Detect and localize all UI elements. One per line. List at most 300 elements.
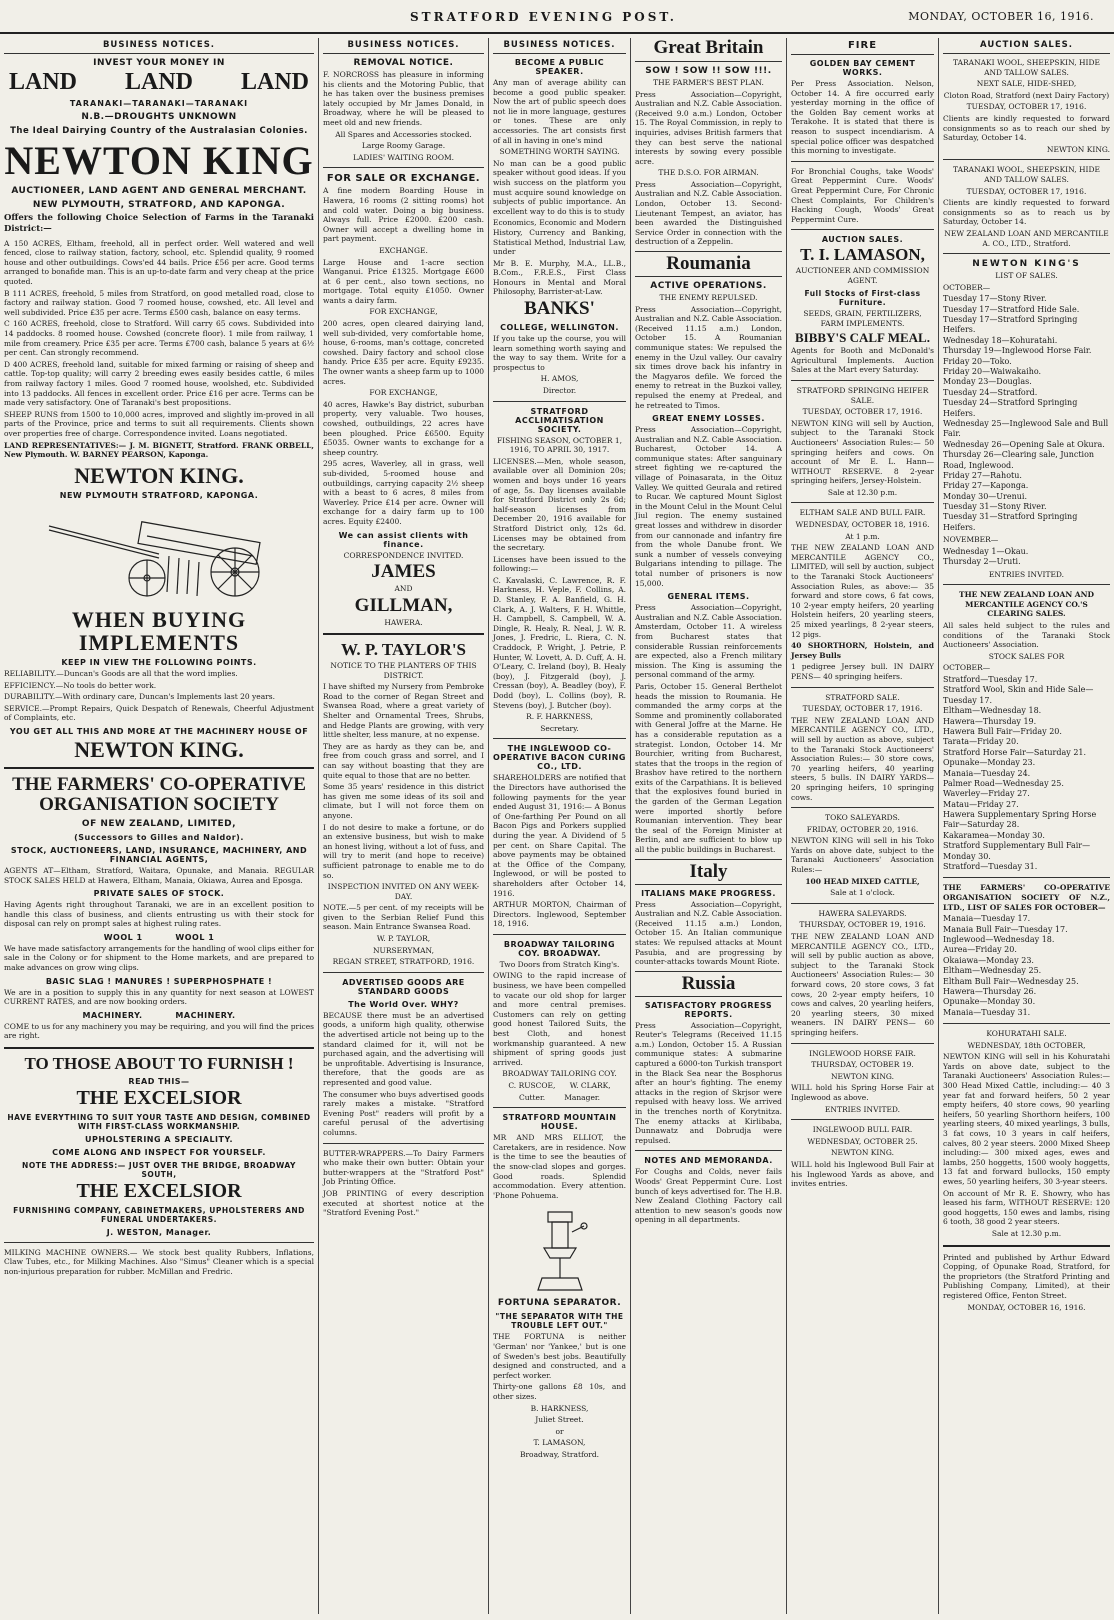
newton-king-name: NEWTON KING. (830, 1071, 895, 1081)
tailoring-name: BROADWAY TAILORING COY. (502, 1069, 617, 1079)
private-sales-text: Having Agents right throughout Taranaki, we are in an excellent position to handle this class of business, and clients entrusting us with their stock for disposal can rely on prompt sales at highest ruling rates. (4, 900, 314, 929)
golden-bay-text: Per Press Association. Nelson, October 14. A fire occurred early yesterday morning in the office of the Golden Bay cement works at Terakohe. It is stated that there is reason to suspect incendiarism. A special police officer was despatched this morning to investigate. (791, 79, 934, 156)
sheep-runs: SHEEP RUNS from 1500 to 10,000 acres, improved and slightly im-proved in all parts of the Province, price and terms to suit all requirements. Clients shown over properties free of charge. Correspondence invited. Loans negotiated. (4, 409, 314, 438)
juliet-street: Juliet Street. (535, 1415, 584, 1425)
divider (791, 807, 934, 808)
auction-sales-head: AUCTION SALES. (943, 38, 1110, 54)
separator-slogan: "THE SEPARATOR WITH THE TROUBLE LEFT OUT." (495, 1312, 624, 1331)
sale-list-item: Friday 20—Waiwakaiho. (943, 367, 1042, 377)
mountain-house-head: STRATFORD MOUNTAIN HOUSE. (502, 1113, 617, 1132)
sale-list-item: Friday 27—Rahotu. (943, 470, 1022, 480)
sale-date: THURSDAY, OCTOBER 19. (811, 1060, 914, 1070)
offers-line: Offers the following Choice Selection of Farms in the Taranaki District:— (4, 213, 314, 235)
wool-sales-head: TARANAKI WOOL, SHEEPSKIN, HIDE AND TALLOW SALES. (953, 165, 1100, 184)
you-get-line: YOU GET ALL THIS AND MORE AT THE MACHINERY HOUSE OF (9, 726, 309, 736)
next-sale: NEXT SALE, HIDE-SHED, (976, 79, 1077, 89)
nzl-sale-text: THE NEW ZEALAND LOAN AND MERCANTILE AGENCY CO., LTD., will sell by public auction as above, subject to the Taranaki Stock Auctioneers' Association Rules:— 30 forward cows, 20 store cows, 3 fat cows, 20 2-year empty heifers, 10 cows and calves, 20 yearling heifers, 20 yearling steers, 30 mixed weaners. IN DAIRY PENS— 60 springing heifers. (791, 932, 934, 1037)
sale-list-item: Stratford—Tuesday 31. (943, 862, 1038, 872)
inspection-line: INSPECTION INVITED ON ANY WEEK-DAY. (327, 882, 480, 901)
nk-list-head: NEWTON KING'S (972, 259, 1081, 270)
inglewood-horse-fair: INGLEWOOD HORSE FAIR. (809, 1048, 916, 1058)
manager-line: J. WESTON, Manager. (106, 1227, 212, 1237)
great-britain-head: Great Britain (635, 38, 782, 62)
divider (791, 1119, 934, 1120)
for-sale-text: A fine modern Boarding House in Hawera, 16 rooms (2 sitting rooms) hot and cold water. Doing a big business. Always full. Price £2000. £200 cash. Owner will accept a dwelling home in part payment. (323, 186, 484, 244)
sale-time: Sale at 12.30 p.m. (827, 487, 898, 497)
sale-list-item: Manaia—Tuesday 31. (943, 1007, 1031, 1017)
t-lamason: T. LAMASON, (533, 1438, 586, 1448)
bacon-text: SHAREHOLDERS are notified that the Directors have authorised the following payments for the year ended August 31, 1916:— A Bonus of One-farthing Per Pound on all Bacon Pigs and Porkers supplied during the year. A Dividend of 5 per cent. on Share Capital. The above payments may be obtained at the Office of the Company, Inglewood, or will be posted to shareholders after October 14, 1916. (493, 773, 626, 898)
nzl-sale-text: THE NEW ZEALAND LOAN AND MERCANTILE AGENCY CO., LIMITED, will sell by auction, subject to the Taranaki Stock Auctioneers' Association Rules, as above:— 35 forward and store cows, 6 fat cows, 10 2-year empty heifers, 20 yearling Holstein heifers, 20 yearling steers, 25 mixed yearlings, 8 2-year steers, 12 pigs. (791, 543, 934, 639)
kohuratahi-head: KOHURATAHI SALE. (986, 1029, 1067, 1039)
correspondence-line: CORRESPONDENCE INVITED. (343, 550, 464, 560)
murphy-line: Mr B. E. Murphy, M.A., LL.B., B.Com., F.R.E.S., First Class Honours in Mental and Moral Philosophy, Barrister-at-Law. (493, 258, 626, 297)
newton-king-heading-2: NEWTON KING. (74, 462, 244, 488)
wool-sales-head: TARANAKI WOOL, SHEEPSKIN, HIDE AND TALLOW SALES. (953, 58, 1100, 77)
worth-saying-head: SOMETHING WORTH SAYING. (499, 147, 620, 157)
divider (4, 767, 314, 769)
sale-list-item: Manaia—Tuesday 24. (943, 768, 1031, 778)
sale-list-item: Thursday 26—Clearing sale, Junction Road, Inglewood. (943, 450, 1095, 470)
job-printing: JOB PRINTING of every description executed at shortest notice at the "Stratford Evening Post." (323, 1188, 484, 1218)
clients-request: Clients are kindly requested to forward consignments so as to reach us by Saturday, October 14. (943, 198, 1110, 227)
clients-request: Clients are kindly requested to forward consignments so as to reach our shed by Saturday, October 14. (943, 113, 1110, 143)
sale-list-item: Inglewood—Wednesday 18. (943, 934, 1055, 944)
sale-list-item: Tuesday 24—Stratford Springing Heifers. (943, 398, 1078, 418)
showry-account: On account of Mr R. E. Showry, who has leased his farm, WITHOUT RESERVE: 120 good hoggetts, 150 ewes and lambs, rising 6 tooth, 38 good 2 year steers. (943, 1188, 1110, 1227)
general-items-head: GENERAL ITEMS. (667, 592, 750, 602)
land-representatives: LAND REPRESENTATIVES:— J. M. BIGNETT, Stratford. FRANK ORBELL, New Plymouth. W. BARNEY PEARSON, Kaponga. (4, 440, 314, 460)
sale-list-item: Aurea—Friday 20. (943, 945, 1017, 955)
stock-sales-for: STOCK SALES FOR (988, 651, 1065, 661)
satisfactory-progress: SATISFACTORY PROGRESS REPORTS. (644, 1000, 773, 1019)
divider (323, 167, 484, 168)
for-sale-text: 40 acres, Hawke's Bay district, suburban property, very valuable. Two houses, cowshed, outbuildings, 22 acres have been ploughed. Price £6500. Equity £5035. Owner wants to exchange for a sheep country. (323, 399, 484, 457)
acclimatisation-head: STRATFORD ACCLIMATISATION SOCIETY. (515, 406, 604, 434)
because-text: BECAUSE there must be an advertised goods, a uniform high quality, otherwise the advertised article not being up to the standard claimed for it, will not be purchased again, and the advertising will be unprofitable. Advertising is Insurance, therefore, that the goods are as represented and good value. (323, 1010, 484, 1087)
hawera-line: HAWERA. (384, 617, 423, 627)
and-word: AND (394, 584, 413, 594)
sale-date: WEDNESDAY, OCTOBER 25. (807, 1136, 918, 1146)
thirty-one-gallons: Thirty-one gallons £8 10s, and other sizes. (493, 1382, 626, 1401)
divider (323, 1143, 484, 1144)
column-4 (631, 38, 786, 1614)
divider (943, 584, 1110, 585)
column-6 (939, 38, 1114, 1614)
broadway-stratford: Broadway, Stratford. (519, 1449, 600, 1459)
masthead-date: MONDAY, OCTOBER 16, 1916. (908, 10, 1094, 23)
divider (791, 502, 934, 503)
imprint: Printed and published by Arthur Edward Copping, of Opunake Road, Stratford, for the proprietors (the Stratford Printing and Publishing Company, Limited), at their registered Office, Fenton Street. (943, 1252, 1110, 1300)
dso-head: THE D.S.O. FOR AIRMAN. (658, 168, 759, 178)
read-this: READ THIS— (128, 1076, 190, 1086)
removal-head: REMOVAL NOTICE. (353, 58, 454, 68)
sale-list-item: Matau—Friday 27. (943, 799, 1019, 809)
licenses-text: LICENSES.—Men, whole season, available over all Dominion 20s; women and boys under 16 years of age, 5s. Day licenses available for Stratford District only 2s 6d; half-season licenses from December 20, 1916 available for Stratford District only, 12s 6d. Licenses may be obtained from the secretary. (493, 456, 626, 553)
gb-text: Press Association—Copyright, Australian and N.Z. Cable Association. (Received 9.0 a.m.) London, October 15. The Royal Commission, in reply to inquiries, advises British farmers that they can best serve the national interests by sowing every possible acre. (635, 89, 782, 166)
sale-list-item: Hawera—Thursday 19. (943, 716, 1037, 726)
tailoring-text: OWING to the rapid increase of business, we have been compelled to vacate our old shop for larger and more central premises. Customers can rely on getting good honest Tailored Suits, the best Cloth, and honest workmanship guaranteed. A new shipment of spring goods just arrived. (493, 971, 626, 1067)
roumania-text: Press Association—Copyright, Australian and N.Z. Cable Association. (Received 11.15 a.m.) London, October 15. A Roumanian communique states: We repulsed the enemy in the Uzul valley. Our cavalry six times drove back his infantry in the Magyaros defile. We forced the enemy to retreat in the Buzkoi valley, repulsed the enemy at Predeal, and he retreated to Timos. (635, 304, 782, 410)
sale-list-item: Friday 27—Kaponga. (943, 481, 1029, 491)
section-head: BUSINESS NOTICES. (493, 38, 626, 54)
removal-text: F. NORCROSS has pleasure in informing his clients and the Motoring Public, that he has taken over the business premises lately occupied by Mr James Donald, in Broadway, where he will be pleased to meet old and new friends. (323, 70, 484, 127)
sale-list-item: Eltham—Wednesday 25. (943, 966, 1042, 976)
sale-list-item: Thursday 2—Uruti. (943, 557, 1021, 567)
machinery-head: MACHINERY. MACHINERY. (82, 1010, 236, 1020)
notes-text: For Coughs and Colds, never fails Woods' Great Peppermint Cure. Lost bunch of keys advertised for. The H.B. New Zealand Clothing Factory call attention to new season's goods now opening in all departments. (635, 1167, 782, 1225)
entries-invited: ENTRIES INVITED. (824, 1104, 901, 1114)
farmers-successors: (Successors to Gilles and Naldor). (74, 832, 244, 842)
fortuna-text: THE FORTUNA is neither 'German' nor 'Yankee,' but is one of Sweden's best jobs. Beautifully designed and constructed, and a perfect worker. (493, 1332, 626, 1380)
finance-line: We can assist clients with finance. (338, 530, 469, 549)
garage-line: Large Roomy Garage. (361, 141, 446, 151)
month-label: OCTOBER— (943, 663, 991, 673)
ideal-line: The Ideal Dairying Country of the Australasian Colonies. (10, 126, 308, 137)
masthead (0, 0, 1114, 34)
farm-listing: B 111 ACRES, freehold, 5 miles from Stratford, on good metalled road, close to factory and railway station. Good 7 roomed house, cowshed, etc. All level and well subdivided. Price £35 per acre. Terms £500 cash, balance on easy terms. (4, 288, 314, 317)
director-line: Director. (542, 385, 577, 395)
sale-list-item: Tuesday 17—Stony River. (943, 294, 1047, 304)
bibby-head: BIBBY'S CALF MEAL. (795, 329, 930, 345)
sales-list (943, 294, 1110, 533)
sale-list-item: Manaia Bull Fair—Tuesday 17. (943, 924, 1068, 934)
exchange-head: EXCHANGE. (379, 245, 428, 255)
farm-listing: A 150 ACRES, Eltham, freehold, all in perfect order. Well watered and well fenced, close to railway station, factory, school, etc. Splendid quality, 9 roomed house and other outbuildings. Cows'ed 44 bails. Price £56 per acre. Good terms arranged to bonafide man. This is an up-to-date farm and very cheap at the price quoted. (4, 238, 314, 286)
bacon-head: THE INGLEWOOD CO-OPERATIVE BACON CURING CO., LTD. (493, 744, 626, 772)
sale-list-item: Tuesday 17—Stratford Hide Sale. (943, 304, 1080, 314)
for-sale-text: 295 acres, Waverley, all in grass, well sub-divided, 5-roomed house and outbuildings, carrying capacity 2½ sheep with a beast to 6 acres, 8 miles from Waverley. Price £14 per acre. Owner will exchange for a dairy farm up to 100 acres. Equity £2400. (323, 459, 484, 526)
divider (943, 159, 1110, 160)
sale-list-item: Hawera Supplementary Spring Horse Fair—Saturday 28. (943, 810, 1097, 830)
mountain-house-text: MR AND MRS ELLIOT, the Caretakers, are in residence. Now is the time to see the beauties of the snow-clad slopes and gorges. Good roads. Splendid accommodation. Every attention. 'Phone Pohuema. (493, 1133, 626, 1200)
sale-list-item: Thursday 19—Inglewood Horse Fair. (943, 346, 1092, 356)
newspaper-title: STRATFORD EVENING POST. (410, 10, 677, 24)
cutter-manager: Cutter. Manager. (518, 1092, 601, 1102)
harkness-signature: R. F. HARKNESS, (526, 712, 593, 722)
footer-date: MONDAY, OCTOBER 16, 1916. (967, 1302, 1086, 1312)
wp-text: I have shifted my Nursery from Pembroke Road to the corner of Regan Street and Swansea Road, where a great variety of Shelter and Ornamental Trees, Shrubs, and Hedge Plants are growing, with very little shelter, less manure, at no expense. (323, 682, 484, 740)
amos-signature: H. AMOS, (540, 374, 579, 384)
droughts-line: N.B.—DROUGHTS UNKNOWN (81, 112, 237, 123)
cloton-road: Cloton Road, Stratford (next Dairy Factory) (943, 90, 1110, 100)
enemy-losses-head: GREAT ENEMY LOSSES. (652, 414, 765, 424)
sale-date: TUESDAY, OCTOBER 17, 1916. (802, 704, 923, 714)
sale-list-item: Tarata—Friday 20. (943, 737, 1019, 747)
nurseryman: NURSERYMAN, (372, 945, 435, 955)
basic-slag-head: BASIC SLAG ! MANURES ! SUPERPHOSPHATE ! (45, 976, 273, 986)
address-line: NOTE THE ADDRESS:— JUST OVER THE BRIDGE, BROADWAY SOUTH, (22, 1160, 296, 1179)
sale-list-item: Kakaramea—Monday 30. (943, 830, 1045, 840)
serbian-note: NOTE.—5 per cent. of my receipts will be given to the Serbian Relief Fund this season. Main Entrance Swansea Road. (323, 903, 484, 932)
secretary-line: Secretary. (540, 723, 579, 733)
college-text: If you take up the course, you will learn something worth saying and the way to say them. Write for a prospectus to (493, 334, 626, 372)
private-sales-head: PRIVATE SALES OF STOCK. (93, 889, 225, 899)
sale-list-item: Monday 30—Urenui. (943, 491, 1027, 501)
exchange-head: FOR EXCHANGE, (369, 307, 438, 317)
issued-line: Licenses have been issued to the following:— (493, 554, 626, 574)
planters-notice: NOTICE TO THE PLANTERS OF THIS DISTRICT. (330, 661, 477, 680)
stratford-sale: STRATFORD SALE. (825, 692, 900, 702)
newton-king-name: NEWTON KING. (830, 1148, 895, 1158)
divider (323, 972, 484, 973)
sale-list-item: Palmer Road—Wednesday 25. (943, 778, 1064, 788)
sale-list-item: Okaiawa—Monday 23. (943, 955, 1034, 965)
james-name: JAMES (371, 561, 436, 583)
hawera-saleyards: HAWERA SALEYARDS. (818, 908, 907, 918)
furnish-headline: TO THOSE ABOUT TO FURNISH ! (24, 1054, 294, 1074)
sale-date: THURSDAY, OCTOBER 19, 1916. (799, 920, 926, 930)
sale-list-item: Stratford—Tuesday 17. (943, 674, 1038, 684)
sales-list (943, 914, 1110, 1018)
divider (791, 380, 934, 381)
wool-head: WOOL 1 WOOL 1 (103, 932, 215, 942)
active-operations: ACTIVE OPERATIONS. (650, 280, 767, 291)
sale-list-item: Opunake—Monday 23. (943, 758, 1036, 768)
shorthorn-text: 1 pedigree Jersey bull. IN DAIRY PENS— 40 springing heifers. (791, 662, 934, 681)
divider (4, 1242, 314, 1243)
sale-list-item: Wednesday 26—Opening Sale at Okura. (943, 439, 1105, 449)
bibby-text: Agents for Booth and McDonald's Agricultural Implements. Auction Sales at the Mart every Saturday. (791, 346, 934, 375)
newton-king-headline: NEWTON KING (4, 138, 314, 184)
butter-wrappers: BUTTER-WRAPPERS.—To Dairy Farmers who make their own butter: Obtain your butter-wrappers at the "Stratford Post" Job Printing Office. (323, 1148, 484, 1187)
lamason-sub: AUCTIONEER AND COMMISSION AGENT. (795, 266, 930, 285)
speaker-text: Any man of average ability can become a good public speaker. Now the art of public speech does not lie in more language, gestures or tones. These are only accessories. The art consists first of all in having in one's mind (493, 78, 626, 145)
divider (791, 1043, 934, 1044)
exchange-head: FOR EXCHANGE, (369, 388, 438, 398)
divider (791, 229, 934, 230)
subjects-line: Economics, Economic and Modern History, Currency and Banking, Statistical Method, Industrial Law, under (493, 218, 626, 257)
ruscoe-clark: C. RUSCOE, W. CLARK, (508, 1081, 611, 1090)
sale-list-item: Eltham Bull Fair—Wednesday 25. (943, 976, 1079, 986)
furnishing-company: FURNISHING COMPANY, CABINETMAKERS, UPHOLSTERERS AND FUNERAL UNDERTAKERS. (13, 1205, 305, 1224)
sale-date: WEDNESDAY, OCTOBER 18, 1916. (795, 520, 930, 530)
fire-head: FIRE (791, 38, 934, 55)
worth-saying-text: No man can be a good public speaker without good ideas. If you wish success on the platform you must acquire sound knowledge on subjects of public importance. An excellent way to do this is to study (493, 158, 626, 216)
divider (791, 161, 934, 162)
agents-text: AGENTS AT—Eltham, Stratford, Waitara, Opunake, and Manaia. REGULAR STOCK SALES HELD at Hawera, Eltham, Manaia, Okiawa, Aurea and Eposga. (4, 865, 314, 885)
consumer-text: The consumer who buys advertised goods rarely makes a mistake. "Stratford Evening Post" readers will profit by a careful perusal of the advertising columns. (323, 1089, 484, 1137)
general-items-text: Press Association—Copyright, Australian and N.Z. Cable Association. Amsterdam, October 11. A wireless from Bucharest states that considerable Russian reinforcements are expected, also a French military mission. The King is assuming the personal command of the army. (635, 603, 782, 680)
towns-line-2: NEW PLYMOUTH STRATFORD, KAPONGA. (59, 490, 259, 500)
enemy-repulsed: THE ENEMY REPULSED. (659, 292, 758, 302)
sale-list-item: Wednesday 1—Okau. (943, 546, 1029, 556)
divider (493, 738, 626, 739)
kohuratahi-text: NEWTON KING will sell in his Kohuratahi Yards on above date, subject to the Taranaki Auctioneers' Association Rules:— 300 Head Mixed Cattle, including:— 40 3 year fat and forward heifers, 50 2 year empty heifers, 40 store cows, 90 yearling heifers, 50 yearling Shorthorn heifers, 100 yearling steers, 40 mixed yearlings, 3 bulls, 3 fat cows, 10 3 years in calf heifers, calves, 80 2 year steers. 2000 Mixed Sheep including:— 300 mixed ages, ewes and lambs, 250 hoggetts, 1500 wooly hoggetts, 13 fat and forward bullocks, 150 empty ewes, 50 yearling heifers, 30 3-year steers. (943, 1052, 1110, 1186)
sale-list-item: Stratford Supplementary Bull Fair—Monday 30. (943, 841, 1091, 861)
toko-text: NEWTON KING will sell in his Toko Yards on above date, subject to the Taranaki Auctioneers' Association Rules:— (791, 836, 934, 875)
divider (493, 1107, 626, 1108)
paris-text: Paris, October 15. General Berthelot heads the mission to Roumania. He commanded the army corps at the Somme and prominently collaborated with General Joffre at the Marne. He has a considerable reputation as a strategist. London, October 14. Mr Bourchier, writing from Bucharest, states that the troops in the region of Brashov have retired to the northern exits of the Carpathians. It is believed that the explosives found buried in the garden of the German Legation were imported shortly before Roumanian intervention. They bear the seal of the Foreign Minister at Berlin, and are sufficient to blow up all the public buildings in Bucharest. (635, 681, 782, 855)
college-line: COLLEGE, WELLINGTON. (500, 323, 619, 332)
for-sale-head: FOR SALE OR EXCHANGE. (326, 173, 481, 185)
fortuna-head: FORTUNA SEPARATOR. (497, 1298, 622, 1309)
divider (943, 877, 1110, 878)
divider (791, 903, 934, 904)
sow-head: SOW ! SOW !! SOW !!!. (645, 65, 772, 76)
world-over: The World Over. WHY? (348, 999, 459, 1009)
for-sale-text: Large House and 1-acre section Wanganui. Price £1325. Mortgage £600 at 6 per cent., also town sections, no mortgage. Total equity £1050. Owner wants a dairy farm. (323, 257, 484, 305)
keep-in-view: KEEP IN VIEW THE FOLLOWING POINTS. (61, 657, 257, 667)
lamason-head: T. I. LAMASON, (800, 245, 925, 265)
divider (4, 1047, 314, 1049)
farmers-society-sub: OF NEW ZEALAND, LIMITED, (81, 818, 237, 829)
taranaki-line: TARANAKI—TARANAKI—TARANAKI (69, 99, 249, 109)
for-sale-text: 200 acres, open cleared dairying land, well sub-divided, very comfortable home, house, 6-rooms, man's cottage, concreted cowshed. Dairy factory and school close handy. Price £35 per acre. Equity £9235. The owner wants a sheep farm up to 1000 acres. (323, 319, 484, 386)
divider (493, 934, 626, 935)
nk-sale-text: NEWTON KING will sell by Auction, subject to the Taranaki Stock Auctioneers' Association Rules:— 50 springing heifers and cows. On account of Mr E. L. Hann— WITHOUT RESERVE. 8 2-year springing heifers, Jersey-Holstein. (791, 418, 934, 486)
sale-date: TUESDAY, OCTOBER 17, 1916. (966, 102, 1087, 112)
banks-headline: BANKS' (524, 298, 595, 320)
seeds-line: SEEDS, GRAIN, FERTILIZERS, FARM IMPLEMENTS. (803, 309, 922, 328)
russia-text: Press Association—Copyright, Reuter's Telegrams (Received 11.15 a.m.) London, October 15. A Russian communique states: A submarine captured a 6000-ton Turkish transport in the Black Sea near the Bosphorus after an hour's fighting. The enemy attacks in the region of Skrjsor were repulsed with heavy loss. We arrived in the trenches north of Korytnitza. The enemy attacks at Kirlibaba, Dunnawatz and Dobrudja were repulsed. (635, 1020, 782, 1145)
enemy-losses-text: Press Association—Copyright, Australian and N.Z. Cable Association. Bucharest, October 14. A communique states: After sanguinary street fighting we re-captured the village of Poinasarata, in the Oituz Valley. We quitted Geurala and retired to Rucar. We captured Mount Siglost in the Mount Celul in the Mount Celul Jiul region. The enemy sustained great losses and withdrew in disorder from our cannonade and infantry fire from the whole Danube front. We sunk a number of vessels conveying Bulgarians intending to pillage. The total number of prisoners is now 15,000. (635, 425, 782, 588)
milking-notice: MILKING MACHINE OWNERS.— We stock best quality Rubbers, Inflations, Claw Tubes, etc., for Milking Machines. Also "Simus" Cleaner which is a special non-injurious preparation for rubber. McMillan and Fredric. (4, 1247, 314, 1277)
sales-list (943, 675, 1110, 872)
column-1 (0, 38, 318, 1614)
russia-head: Russia (635, 971, 782, 997)
spares-line: All Spares and Accessories stocked. (335, 129, 472, 139)
sale-list-item: Waverley—Friday 27. (943, 789, 1030, 799)
notes-head: NOTES AND MEMORANDA. (644, 1156, 773, 1166)
morton-signature: ARTHUR MORTON, Chairman of Directors. Inglewood, September 18, 1916. (493, 900, 626, 929)
gillman-name: GILLMAN, (354, 594, 453, 616)
sale-list-item: Opunake—Monday 30. (943, 997, 1036, 1007)
sale-list-item: Monday 23—Douglas. (943, 377, 1032, 387)
sale-list-item: Tuesday 31—Stratford Springing Heifers. (943, 512, 1078, 532)
section-head: BUSINESS NOTICES. (4, 38, 314, 54)
come-along: COME ALONG AND INSPECT FOR YOURSELF. (52, 1147, 266, 1157)
point-item: DURABILITY.—With ordinary care, Duncan's Implements last 20 years. (4, 692, 275, 702)
sale-list-item: Tuesday 24—Stratford. (943, 387, 1038, 397)
roumania-head: Roumania (635, 251, 782, 277)
entries-invited: ENTRIES INVITED. (988, 569, 1065, 579)
invest-line: INVEST YOUR MONEY IN (93, 58, 225, 68)
column-2 (319, 38, 488, 1614)
two-doors: Two Doors from Stratch King's. (499, 959, 620, 969)
sale-date: TUESDAY, OCTOBER 17, 1916. (966, 186, 1087, 196)
fishing-season: FISHING SEASON, OCTOBER 1, 1916, TO APRIL 30, 1917. (496, 435, 623, 455)
sale-list-item: Tuesday 17—Stratford Springing Heifers. (943, 315, 1078, 335)
sales-list (943, 547, 1110, 568)
speaker-head: BECOME A PUBLIC SPEAKER. (514, 58, 605, 76)
sale-list-item: Eltham—Wednesday 18. (943, 706, 1042, 716)
nzl-sale-text: THE NEW ZEALAND LOAN AND MERCANTILE AGENCY CO., LTD., will sell by auction as above, subject to the Taranaki Stock Auctioneers' Association Rules:— 30 store cows, 70 yearling heifers, 40 yearling steers, 5 bulls. IN DAIRY YARDS— 20 springing heifers, 10 springing cows. (791, 715, 934, 802)
divider (323, 633, 484, 635)
regan-street: REGAN STREET, STRATFORD, 1916. (332, 957, 475, 967)
newton-king-heading-3: NEWTON KING. (74, 736, 244, 762)
toko-saleyards: TOKO SALEYARDS. (825, 813, 900, 823)
excelsior-headline-2: THE EXCELSIOR (76, 1179, 242, 1202)
farm-listing: C 160 ACRES, freehold, close to Stratford. Will carry 65 cows. Subdivided into 14 paddocks. 8 roomed house. Cowshed (concrete floor). 1 mile from railway, 1 mile from creamery. Price £35 per acre. Terms £700 cash, balance 5 years at 6½ per cent. Can strongly recommend. (4, 319, 314, 358)
point-item: SERVICE.—Prompt Repairs, Quick Despatch of Renewals, Cheerful Adjustment of Complaints, etc. (4, 703, 314, 723)
divider (635, 1150, 782, 1151)
separator-illustration (530, 1204, 590, 1294)
advertised-goods-head: ADVERTISED GOODS ARE STANDARD GOODS (342, 977, 465, 996)
sale-list-item: Hawera Bull Fair—Friday 20. (943, 726, 1062, 736)
month-label: OCTOBER— (943, 282, 991, 292)
excelsior-text: HAVE EVERYTHING TO SUIT YOUR TASTE AND DESIGN, COMBINED WITH FIRST-CLASS WORKMANSHIP. (7, 1112, 311, 1131)
wp-text: They are as hardy as they can be, and free from couch grass and sorrel, and I can say without boasting that they are quite equal to those that are no better. (323, 741, 484, 780)
sale-time: At 1 p.m. (845, 531, 880, 541)
italy-head: Italy (635, 859, 782, 885)
farmers-agents-line: STOCK, AUCTIONEERS, LAND, INSURANCE, MACHINERY, AND FINANCIAL AGENTS, (10, 845, 308, 864)
sale-list-item: Wednesday 18—Kohuratahi. (943, 335, 1058, 345)
auction-sales-head: AUCTION SALES. (821, 235, 904, 245)
shorthorn-bulls: 40 SHORTHORN, Holstein, and Jersey Bulls (791, 641, 934, 660)
wp-taylor-head: W. P. TAYLOR'S (340, 640, 467, 660)
sale-list-item: Friday 20—Toko. (943, 356, 1012, 366)
farmers-society-title: THE FARMERS' CO-OPERATIVE ORGANISATION SOCIETY (12, 774, 306, 815)
woods-advert: For Bronchial Coughs, take Woods' Great Peppermint Cure. Woods' Great Peppermint Cure, For Chronic Chest Complaints, For Children's Hacking Cough, Woods' Great Peppermint Cure. (791, 166, 934, 224)
wp-signature: W. P. TAYLOR, (376, 934, 431, 944)
upholstering: UPHOLSTERING A SPECIALITY. (85, 1134, 233, 1144)
sale-list-item: Wednesday 25—Inglewood Sale and Bull Fair. (943, 418, 1109, 439)
divider (943, 1023, 1110, 1024)
point-item: RELIABILITY.—Duncan's Goods are all that the word implies. (4, 668, 238, 678)
b-harkness: B. HARKNESS, (530, 1403, 589, 1413)
full-stocks: Full Stocks of First-class Furniture. (804, 289, 921, 308)
excelsior-headline: THE EXCELSIOR (76, 1086, 242, 1109)
column-3 (489, 38, 630, 1614)
italians-progress: ITALIANS MAKE PROGRESS. (641, 888, 776, 898)
sale-date: FRIDAY, OCTOBER 20, 1916. (806, 824, 919, 834)
wp-text: Some 35 years' residence in this district has given me some ideas of its soil and climate, but I will not force them on anyone. (323, 782, 484, 820)
best-plan: THE FARMER'S BEST PLAN. (653, 77, 764, 87)
fcos-head: THE FARMERS' CO-OPERATIVE ORGANISATION SOCIETY OF N.Z., LTD., LIST OF SALES FOR OCTOBER— (943, 883, 1110, 912)
basic-slag-text: We are in a position to supply this in any quantity for next season at LOWEST CURRENT RATES, and are now booking orders. (4, 987, 314, 1007)
dso-text: Press Association—Copyright, Australian and N.Z. Cable Association. London, October 13. Second-Lieutenant Tempest, an aviator, has been awarded the Distinguished Service Order in connection with the destruction of a Zeppelin. (635, 179, 782, 247)
sale-list-item: Hawera—Thursday 26. (943, 986, 1037, 996)
month-label: NOVEMBER— (943, 535, 999, 545)
divider (943, 253, 1110, 254)
land-headline: LAND LAND LAND (8, 69, 309, 95)
section-head: BUSINESS NOTICES. (323, 38, 484, 54)
auctioneer-line: AUCTIONEER, LAND AGENT AND GENERAL MERCHANT. (11, 186, 307, 197)
or-word: or (555, 1426, 564, 1436)
horse-fair-text: WILL hold his Spring Horse Fair at Inglewood as above. (791, 1083, 934, 1102)
golden-bay-head: GOLDEN BAY CEMENT WORKS. (809, 59, 916, 77)
springing-sale: STRATFORD SPRINGING HEIFER SALE. (796, 385, 929, 405)
list-of-sales: LIST OF SALES. (995, 271, 1058, 281)
license-names: C. Kavalaski, C. Lawrence, R. F. Harkness, H. Veple, F. Collins, A. D. Stanley, F. A. Banfield, G. H. Clark, A. J. Walters, F. H. Whittle, H. Campbell, S. Campbell, W. A. Dingle, R. Healy, R. Neal, J. W. R. Jones, J. Fredric, L. Riera, C. N. Craddock, P. Wright, J. Petrie, P. Hunter, W. Lovett, A. D. Cuff, A. H. O'Leary, C. Ireland (boy), B. Healy (boy), J. Fitzgerald (boy), J. Cressan (boy), A. Beadley (boy), F. Dodd (boy), L. Collins (boy), R. Stevens (boy), J. Butcher (boy). (493, 575, 626, 710)
machinery-text: COME to us for any machinery you may be requiring, and you will find the prices are right. (4, 1021, 314, 1041)
eltham-sale: ELTHAM SALE AND BULL FAIR. (799, 508, 926, 518)
inglewood-bull-fair: INGLEWOOD BULL FAIR. (812, 1125, 913, 1135)
column-5 (787, 38, 938, 1614)
wp-text: I do not desire to make a fortune, or do an extensive business, but wish to make an honest living, without a lot of fuss, and will try to merit (and hope to receive) sufficient patronage to enable me to do so. (323, 822, 484, 880)
italy-text: Press Association—Copyright, Australian and N.Z. Cable Association. (Received 11.15 a.m.) London, October 15. An Italian communique states: We repulsed attacks at Mount Pasubia, and are progressing by counter-attacks towards Mount Riote. (635, 899, 782, 967)
sale-date: TUESDAY, OCTOBER 17, 1916. (802, 407, 923, 417)
nzl-clearing-head: THE NEW ZEALAND LOAN AND MERCANTILE AGENCY CO.'S CLEARING SALES. (959, 590, 1094, 619)
sale-list-item: Stratford Horse Fair—Saturday 21. (943, 747, 1087, 757)
divider (943, 1245, 1110, 1247)
point-item: EFFICIENCY.—No tools do better work. (4, 680, 157, 690)
newton-king-name: NEWTON KING. (1046, 144, 1110, 154)
ladies-line: LADIES' WAITING ROOM. (352, 152, 455, 162)
tailoring-head: BROADWAY TAILORING COY. BROADWAY. (503, 939, 616, 958)
farm-listing: D 400 ACRES, freehold land, suitable for mixed farming or raising of sheep and cattle. Top-top quality; will carry 2 breeding ewes easily besides cattle, 6 miles from railway factory 1 miles. Good 7 roomed house, woolshed, etc. Subdivided into 13 paddocks. All fences in excellent order. Price £16 per acre. Terms can be made very satisfactory. One of Taranaki's best propositions. (4, 359, 314, 408)
towns-line: NEW PLYMOUTH, STRATFORD, AND KAPONGA. (32, 200, 286, 211)
sale-date: WEDNESDAY, 18th OCTOBER, (967, 1040, 1086, 1050)
sale-time: Sale at 12.30 p.m. (991, 1228, 1062, 1238)
divider (791, 687, 934, 688)
nz-loan-line: NEW ZEALAND LOAN AND MERCANTILE A. CO., LTD., Stratford. (944, 228, 1109, 248)
sale-list-item: Stratford Wool, Skin and Hide Sale—Tuesday 17. (943, 685, 1094, 705)
mixed-cattle: 100 HEAD MIXED CATTLE, (805, 876, 920, 886)
sale-list-item: Tuesday 31—Stony River. (943, 502, 1047, 512)
sale-list-item: Manaia—Tuesday 17. (943, 914, 1031, 924)
